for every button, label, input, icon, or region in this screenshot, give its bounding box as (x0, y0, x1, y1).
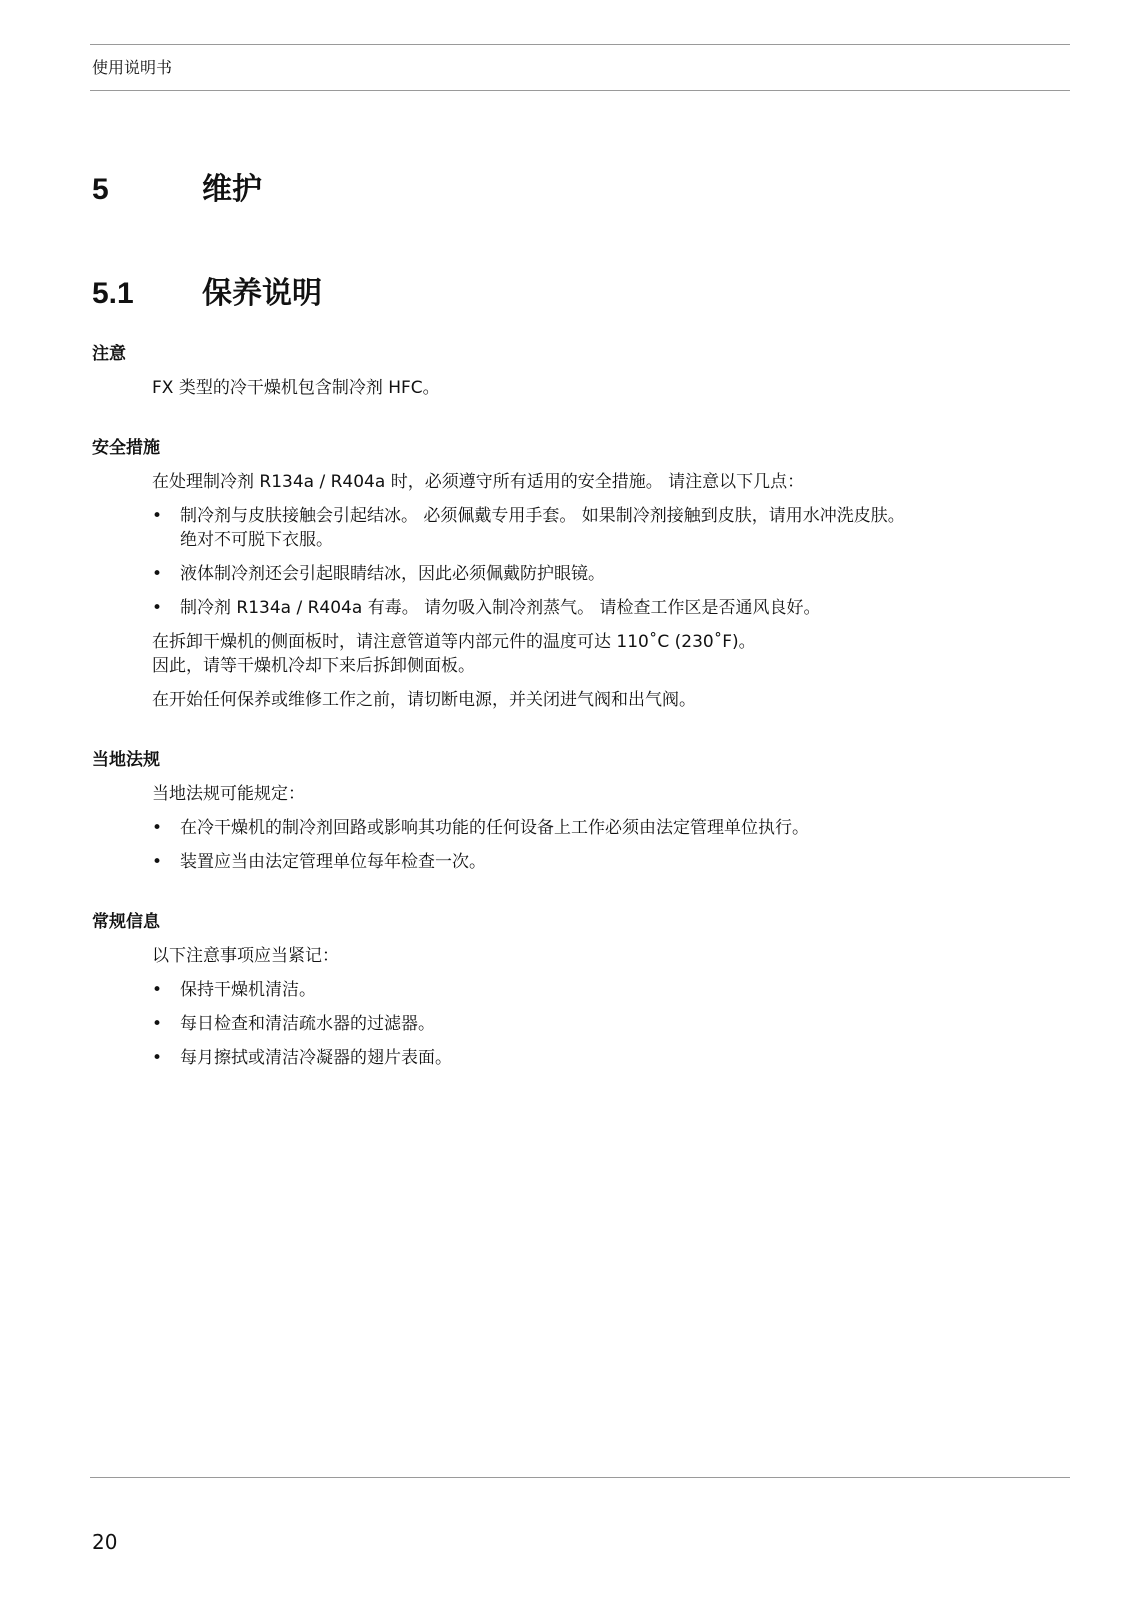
bullet-item (152, 1012, 1052, 1036)
bullet-dot-icon: • (152, 980, 163, 1000)
bullet-item (152, 504, 1052, 552)
bullet-text-line: 在冷干燥机的制冷剂回路或影响其功能的任何设备上工作必须由法定管理单位执行。 (180, 818, 809, 838)
content-block (92, 748, 1052, 874)
bullet-text-line: 装置应当由法定管理单位每年检查一次。 (180, 852, 486, 872)
bullet-list (152, 978, 1052, 1070)
page-number: 20 (92, 1530, 118, 1554)
paragraph-line: 在开始任何保养或维修工作之前，请切断电源，并关闭进气阀和出气阀。 (152, 690, 696, 710)
block-paragraph (152, 630, 1052, 678)
document-body (92, 342, 1052, 1080)
bullet-dot-icon: • (152, 852, 163, 872)
paragraph-line: 在拆卸干燥机的侧面板时，请注意管道等内部元件的温度可达 110˚C (230˚F)。 (152, 632, 756, 652)
bullet-dot-icon: • (152, 1014, 163, 1034)
bullet-item (152, 596, 1052, 620)
block-title: 常规信息 (92, 912, 160, 932)
bullet-item (152, 816, 1052, 840)
bullet-dot-icon: • (152, 1048, 163, 1068)
bullet-dot-icon: • (152, 598, 163, 618)
block-spacer (92, 722, 1052, 748)
bullet-text-line: 每日检查和清洁疏水器的过滤器。 (180, 1014, 435, 1034)
block-paragraph: 以下注意事项应当紧记： (152, 946, 339, 966)
block-paragraph (152, 688, 1052, 712)
bullet-item (152, 1046, 1052, 1070)
block-paragraph: 在处理制冷剂 R134a / R404a 时，必须遵守所有适用的安全措施。 请注意以下几点： (152, 472, 805, 492)
block-title: 当地法规 (92, 750, 160, 770)
paragraph-line: 因此，请等干燥机冷却下来后拆卸侧面板。 (152, 656, 475, 676)
block-title: 安全措施 (92, 438, 160, 458)
content-block (92, 910, 1052, 1070)
bullet-text-line: 绝对不可脱下衣服。 (180, 530, 333, 550)
section-heading (92, 274, 322, 314)
bullet-text-line: 制冷剂与皮肤接触会引起结冰。 必须佩戴专用手套。 如果制冷剂接触到皮肤，请用水冲洗皮肤。 (180, 506, 905, 526)
header-bottom-rule (90, 90, 1070, 91)
bullet-list (152, 816, 1052, 874)
block-title: 注意 (92, 344, 126, 364)
chapter-number: 5 (92, 173, 109, 206)
bullet-dot-icon: • (152, 506, 163, 526)
block-spacer (92, 410, 1052, 436)
bullet-text-line: 保持干燥机清洁。 (180, 980, 316, 1000)
section-title: 保养说明 (202, 277, 322, 310)
content-block (92, 436, 1052, 712)
bullet-dot-icon: • (152, 564, 163, 584)
bullet-text-line: 每月擦拭或清洁冷凝器的翅片表面。 (180, 1048, 452, 1068)
block-paragraph: 当地法规可能规定： (152, 784, 305, 804)
header-top-rule (90, 44, 1070, 45)
content-block (92, 342, 1052, 400)
block-paragraph: FX 类型的冷干燥机包含制冷剂 HFC。 (152, 378, 440, 398)
bullet-dot-icon: • (152, 818, 163, 838)
bullet-item (152, 850, 1052, 874)
bullet-text-line: 制冷剂 R134a / R404a 有毒。 请勿吸入制冷剂蒸气。 请检查工作区是否通风良好。 (180, 598, 821, 618)
bullet-text-line: 液体制冷剂还会引起眼睛结冰，因此必须佩戴防护眼镜。 (180, 564, 605, 584)
bullet-item (152, 978, 1052, 1002)
bullet-item (152, 562, 1052, 586)
footer-rule (90, 1477, 1070, 1478)
chapter-title: 维护 (202, 173, 262, 206)
section-number: 5.1 (92, 277, 134, 310)
bullet-list (152, 504, 1052, 620)
header-title: 使用说明书 (92, 58, 173, 77)
chapter-heading (92, 170, 262, 210)
block-spacer (92, 884, 1052, 910)
